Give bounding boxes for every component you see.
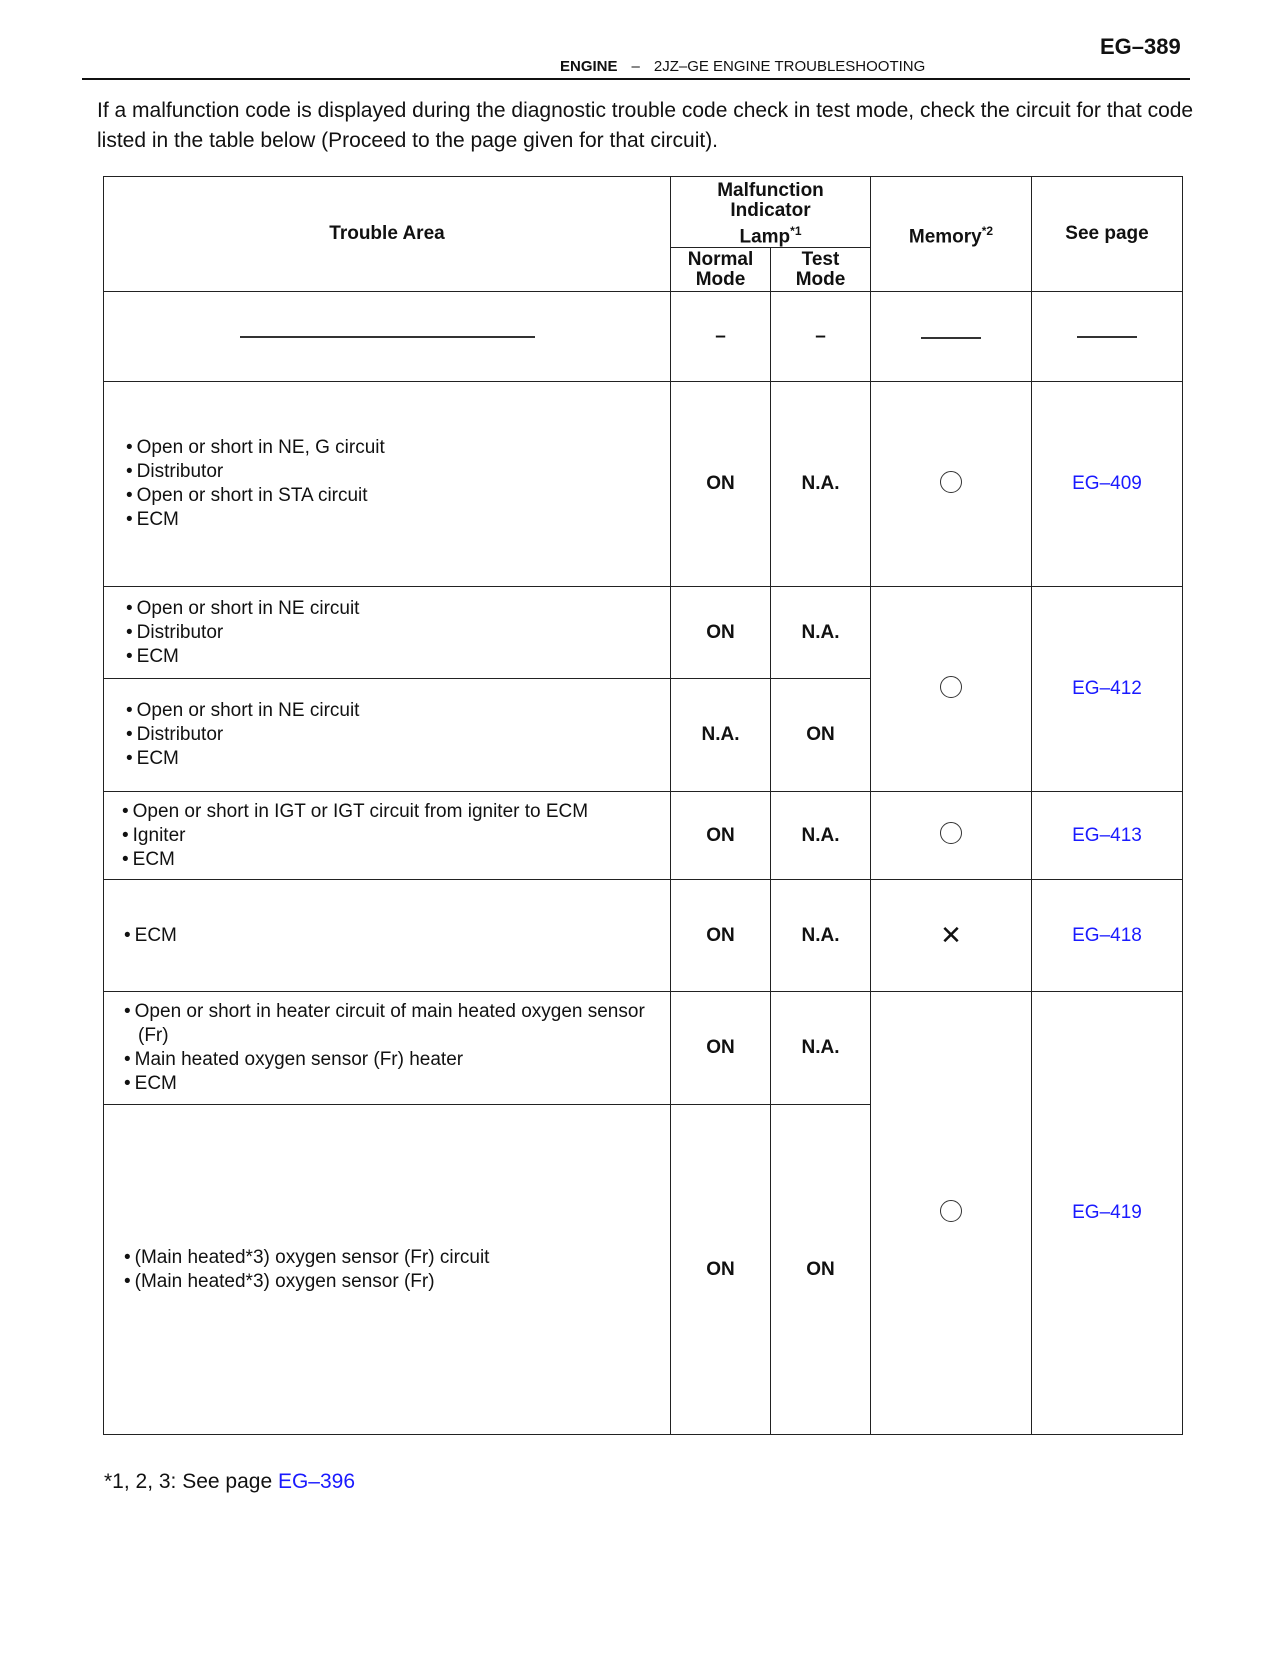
intro-paragraph: If a malfunction code is displayed during the diagnostic trouble code check in test mode, check the circuit for that code listed in the table below (Proceed to the page given for that circuit).	[97, 99, 1194, 152]
test-mode-cell: N.A.	[771, 382, 871, 587]
header-rule	[82, 78, 1190, 80]
table-row	[104, 382, 1183, 587]
trouble-item: • Open or short in NE circuit	[126, 597, 670, 621]
normal-mode-cell: ON	[671, 1105, 771, 1435]
empty-dash	[240, 336, 535, 338]
trouble-item: • Main heated oxygen sensor (Fr) heater	[124, 1048, 670, 1072]
page-number: EG–389	[1100, 34, 1181, 59]
normal-mode-cell: ON	[671, 880, 771, 992]
trouble-item: • Distributor	[126, 723, 670, 747]
trouble-item: • Distributor	[126, 460, 670, 484]
footnote	[104, 1470, 355, 1494]
see-page-link[interactable]: EG–409	[1072, 473, 1142, 495]
trouble-area-cell	[104, 880, 671, 992]
memory-cell	[871, 880, 1032, 992]
normal-mode-cell: ON	[671, 792, 771, 880]
circle-icon	[940, 676, 962, 698]
trouble-item: • Open or short in IGT or IGT circuit from igniter to ECM	[122, 800, 670, 824]
trouble-item: • ECM	[122, 848, 670, 872]
section-title: ENGINE	[560, 58, 618, 75]
see-page-cell	[1032, 992, 1183, 1435]
header-separator: –	[631, 58, 640, 75]
table-row	[104, 992, 1183, 1105]
see-page-link[interactable]: EG–412	[1072, 678, 1142, 700]
trouble-area-cell	[104, 992, 671, 1105]
normal-mode-cell: ON	[671, 382, 771, 587]
test-mode-cell: ON	[771, 1105, 871, 1435]
trouble-item: • Distributor	[126, 621, 670, 645]
memory-cell	[871, 292, 1032, 382]
trouble-item: • Open or short in heater circuit of main heated oxygen sensor (Fr)	[124, 1000, 670, 1048]
see-page-cell	[1032, 587, 1183, 792]
normal-mode-cell: –	[671, 292, 771, 382]
header-memory: Memory$^{*2}$	[871, 177, 1032, 292]
trouble-item: • ECM	[124, 924, 670, 948]
see-page-cell	[1032, 382, 1183, 587]
test-mode-cell: N.A.	[771, 792, 871, 880]
trouble-item: • Open or short in NE, G circuit	[126, 436, 670, 460]
test-mode-cell: ON	[771, 679, 871, 792]
test-mode-cell: –	[771, 292, 871, 382]
memory-cell	[871, 792, 1032, 880]
memory-cell	[871, 382, 1032, 587]
see-page-dash	[1077, 336, 1137, 338]
trouble-area-cell	[104, 382, 671, 587]
header-see-page: See page	[1032, 177, 1183, 292]
footnote-link[interactable]: EG–396	[277, 1470, 356, 1493]
normal-mode-cell: ON	[671, 992, 771, 1105]
trouble-item: • Open or short in STA circuit	[126, 484, 670, 508]
test-mode-cell: N.A.	[771, 587, 871, 679]
subsection-title: 2JZ–GE ENGINE TROUBLESHOOTING	[653, 58, 926, 75]
table-row	[104, 292, 1183, 382]
see-page-link[interactable]: EG–418	[1072, 924, 1142, 946]
trouble-code-table	[103, 176, 1183, 1435]
trouble-item: • Open or short in NE circuit	[126, 699, 670, 723]
table-row	[104, 792, 1183, 880]
see-page-cell	[1032, 792, 1183, 880]
trouble-area-cell	[104, 679, 671, 792]
see-page-cell	[1032, 292, 1183, 382]
normal-mode-cell: N.A.	[671, 679, 771, 792]
footnote-text: *1, 2, 3: See page	[104, 1470, 278, 1493]
trouble-area-cell	[104, 292, 671, 382]
trouble-item: • ECM	[126, 747, 670, 771]
table-row	[104, 587, 1183, 679]
header-normal-mode: Normal Mode	[671, 248, 771, 292]
header-mil-label: Malfunction Indicator Lamp$^{*1}$	[717, 180, 824, 248]
test-mode-cell: N.A.	[771, 992, 871, 1105]
see-page-link[interactable]: EG–419	[1072, 1202, 1142, 1224]
trouble-item: • ECM	[126, 645, 670, 669]
circle-icon	[940, 471, 962, 493]
circle-icon	[940, 822, 962, 844]
trouble-item: • (Main heated*3) oxygen sensor (Fr) circuit	[124, 1246, 670, 1270]
normal-mode-cell: ON	[671, 587, 771, 679]
trouble-area-cell	[104, 1105, 671, 1435]
trouble-item: • ECM	[126, 508, 670, 532]
running-header	[560, 58, 925, 75]
see-page-cell	[1032, 880, 1183, 992]
trouble-area-cell	[104, 587, 671, 679]
test-mode-cell: N.A.	[771, 880, 871, 992]
trouble-item: • (Main heated*3) oxygen sensor (Fr)	[124, 1270, 670, 1294]
header-test-mode: Test Mode	[771, 248, 871, 292]
memory-cell	[871, 587, 1032, 792]
cross-icon: ✕	[940, 920, 962, 951]
trouble-item: • ECM	[124, 1072, 670, 1096]
trouble-item: • Igniter	[122, 824, 670, 848]
header-mil	[671, 177, 871, 248]
circle-icon	[940, 1200, 962, 1222]
memory-cell	[871, 992, 1032, 1435]
header-trouble-area: Trouble Area	[104, 177, 671, 292]
trouble-area-cell	[104, 792, 671, 880]
table-row	[104, 880, 1183, 992]
see-page-link[interactable]: EG–413	[1072, 824, 1142, 846]
memory-dash	[921, 337, 981, 339]
